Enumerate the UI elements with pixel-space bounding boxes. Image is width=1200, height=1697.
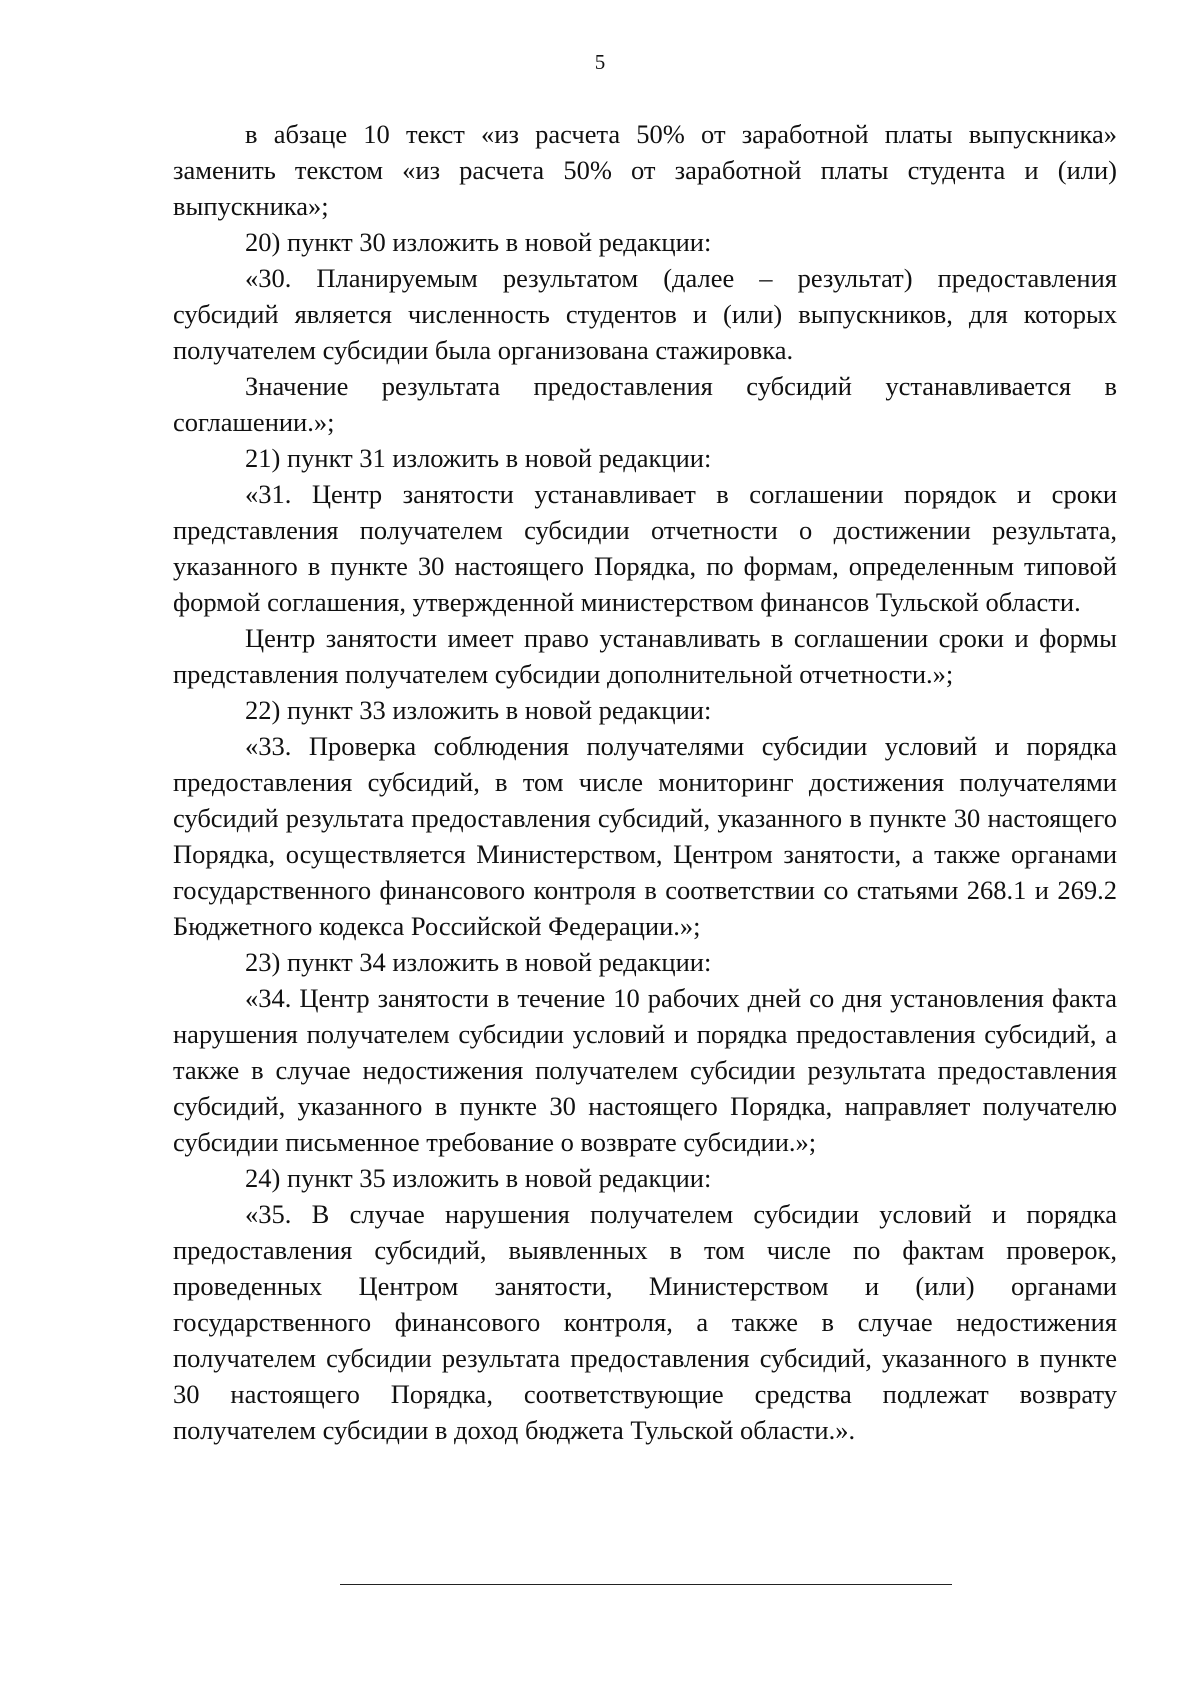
page-number: 5: [594, 50, 606, 74]
document-body: [173, 116, 1117, 1448]
amendment-item-20: 20) пункт 30 изложить в новой редакции:: [245, 227, 712, 257]
paragraph-punkt-34: «34. Центр занятости в течение 10 рабочих дней со дня установления факта нарушения получателем субсидии условий и порядка предоставления субсидий, а также в случае недостижения получателем субсидии результата предоставления субсидий, указанного в пункте 30 настоящего Порядка, направляет получателю субсидии письменное требование о возврате субсидии.»;: [173, 983, 1117, 1157]
paragraph-punkt-30: «30. Планируемым результатом (далее – результат) предоставления субсидий является численность студентов и (или) выпускников, для которых получателем субсидии была организована стажировка.: [173, 263, 1117, 365]
paragraph-punkt-35: «35. В случае нарушения получателем субсидии условий и порядка предоставления субсидий, выявленных в том числе по фактам проверок, проведенных Центром занятости, Министерством и (или) органами государственного финансового контроля, а также в случае недостижения получателем субсидии результата предоставления субсидий, указанного в пункте 30 настоящего Порядка, соответствующие средства подлежат возврату получателем субсидии в доход бюджета Тульской области.».: [173, 1199, 1117, 1445]
paragraph-abzac-10: в абзаце 10 текст «из расчета 50% от заработной платы выпускника» заменить текстом «из расчета 50% от заработной платы студента и (или) выпускника»;: [173, 119, 1117, 221]
paragraph-punkt-33: «33. Проверка соблюдения получателями субсидии условий и порядка предоставления субсидий, в том числе мониторинг достижения получателями субсидий результата предоставления субсидий, указанного в пункте 30 настоящего Порядка, осуществляется Министерством, Центром занятости, а также органами государственного финансового контроля в соответствии со статьями 268.1 и 269.2 Бюджетного кодекса Российской Федерации.»;: [173, 731, 1117, 941]
amendment-item-24: 24) пункт 35 изложить в новой редакции:: [245, 1163, 712, 1193]
paragraph-punkt-31: «31. Центр занятости устанавливает в соглашении порядок и сроки представления получателем субсидии отчетности о достижении результата, указанного в пункте 30 настоящего Порядка, по формам, определенным типовой формой соглашения, утвержденной министерством финансов Тульской области.: [173, 479, 1117, 617]
amendment-item-21: 21) пункт 31 изложить в новой редакции:: [245, 443, 712, 473]
end-of-document-line: [340, 1584, 952, 1585]
paragraph-result-value: Значение результата предоставления субсидий устанавливается в соглашении.»;: [173, 371, 1117, 437]
amendment-item-22: 22) пункт 33 изложить в новой редакции:: [245, 695, 712, 725]
paragraph-extra-reporting: Центр занятости имеет право устанавливать в соглашении сроки и формы представления получателем субсидии дополнительной отчетности.»;: [173, 623, 1117, 689]
amendment-item-23: 23) пункт 34 изложить в новой редакции:: [245, 947, 712, 977]
